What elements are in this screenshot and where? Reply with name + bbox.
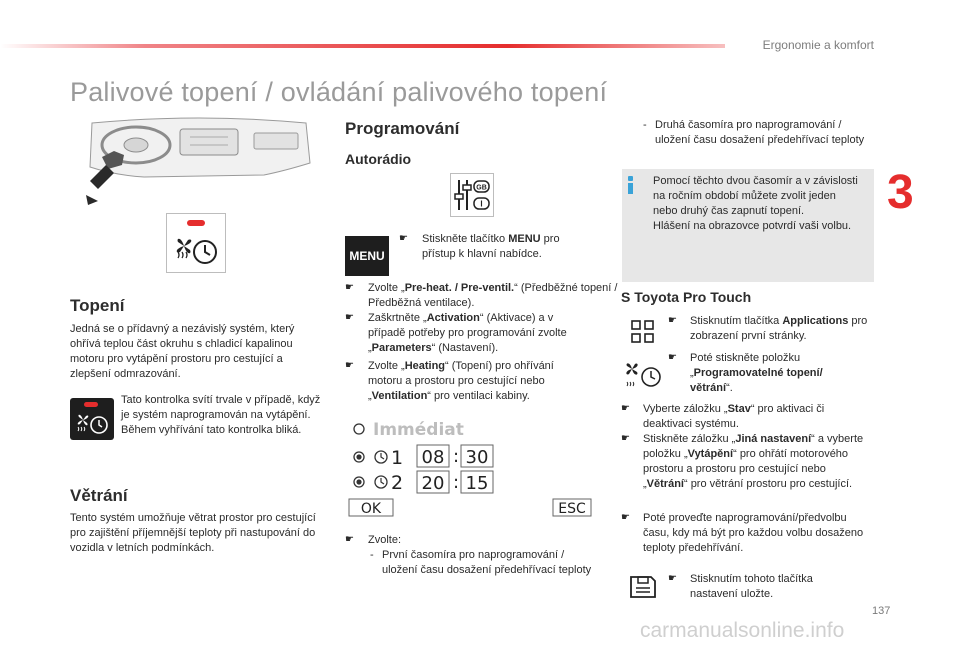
heating-description: Jedná se o přídavný a nezávislý systém, který ohřívá teplou část okruhu s chladicí kapalinou motoru pro vytápění prostoru pro cestující a zlepšení odmrazování. xyxy=(70,323,295,380)
step-bullet-icon: ☛ xyxy=(621,433,630,444)
svg-text:I: I xyxy=(480,199,483,209)
svg-text::: : xyxy=(453,446,460,467)
info-icon xyxy=(628,176,634,193)
save-icon xyxy=(628,572,658,602)
page-title: Palivové topení / ovládání palivového topení xyxy=(70,77,608,107)
step-bullet-icon: ☛ xyxy=(345,534,354,545)
page-number: 137 xyxy=(872,605,891,617)
watermark: carmanualsonline.info xyxy=(640,619,845,642)
esc-button[interactable]: ESC xyxy=(558,501,586,517)
section-label: Ergonomie a komfort xyxy=(762,38,874,52)
touch-heading: S Toyota Pro Touch xyxy=(621,289,752,305)
timer2-description: Druhá časomíra pro naprogramování / uložení času dosažení předehřívací teploty xyxy=(655,119,865,146)
header-accent-bar xyxy=(0,44,725,48)
svg-text:GB: GB xyxy=(476,184,487,192)
heater-fan-clock-icon xyxy=(622,358,664,390)
step-bullet-icon: ☛ xyxy=(345,360,354,371)
step-other-settings: Stiskněte záložku „Jiná nastavení“ a vyberte položku „Vytápění“ pro ohřátí motorového prostoru a prostoru pro cestující nebo „Větrání“ pro větrání prostoru pro cestující. xyxy=(643,433,864,490)
step-bullet-icon: ☛ xyxy=(668,573,677,584)
step-status-tab: Vyberte záložku „Stav“ pro aktivaci či deaktivaci systému. xyxy=(643,403,825,430)
timer2-minute[interactable]: 15 xyxy=(465,473,489,494)
info-text: Pomocí těchto dvou časomír a v závislosti na ročním období můžete zvolit jeden nebo druhý čas zapnutí topení. Hlášení na obrazovce potvrdí vaši volbu. xyxy=(653,175,858,232)
radio-subheading: Autorádio xyxy=(345,151,412,167)
settings-icon-box xyxy=(450,173,494,217)
heater-indicator-icon-box xyxy=(166,213,226,273)
indicator-text-blinking: Během vyhřívání tato kontrolka bliká. xyxy=(121,424,302,436)
step-heating: Zvolte „Heating“ (Topení) pro ohřívání motoru a prostoru pro cestující nebo „Ventilation“ pro ventilaci kabiny. xyxy=(368,360,554,402)
settings-sliders-icon xyxy=(451,174,493,216)
step-bullet-icon: ☛ xyxy=(621,403,630,414)
menu-button[interactable]: MENU xyxy=(345,236,389,276)
timer2-index: 2 xyxy=(391,472,404,494)
indicator-description xyxy=(121,393,323,438)
step-programmable-heating: Poté stiskněte položku „Programovatelné topení/ větrání“. xyxy=(690,352,823,394)
info-box xyxy=(622,169,874,282)
svg-text::: : xyxy=(453,472,460,493)
immediate-label[interactable]: Immédiat xyxy=(373,420,464,440)
ventilation-description: Tento systém umožňuje větrat prostor pro cestující pro zajištění příjemnější teploty při nastupování do vozidla v letních podmínkách. xyxy=(70,512,316,554)
step-preheat: Zvolte „Pre-heat. / Pre-ventil.“ (Předběžné topení / Předběžná ventilace). xyxy=(368,282,618,309)
step-bullet-icon: ☛ xyxy=(345,282,354,293)
dash: - xyxy=(370,549,374,561)
radio-screen xyxy=(345,415,593,521)
indicator-icon xyxy=(70,398,114,440)
heater-indicator-icon xyxy=(70,398,114,440)
step-bullet-icon: ☛ xyxy=(668,315,677,326)
timer1-hour[interactable]: 08 xyxy=(421,447,445,468)
chapter-number: 3 xyxy=(887,166,914,219)
ok-button[interactable]: OK xyxy=(360,501,382,517)
step-bullet-icon: ☛ xyxy=(621,512,630,523)
applications-grid-icon xyxy=(630,319,656,345)
timer1-description: První časomíra pro naprogramování / uložení času dosažení předehřívací teploty xyxy=(382,549,592,576)
step-activation: Zaškrtněte „Activation“ (Aktivace) a v případě potřeby pro programování zvolte „Parameters“ (Nastavení). xyxy=(368,312,567,354)
ventilation-heading: Větrání xyxy=(70,486,128,505)
dash: - xyxy=(643,119,647,131)
step-save: Stisknutím tohoto tlačítka nastavení uložte. xyxy=(690,573,813,600)
step-program-time: Poté proveďte naprogramování/předvolbu času, kdy má být pro každou volbu dosaženo teploty předehřívání. xyxy=(643,512,864,554)
step-bullet-icon: ☛ xyxy=(668,352,677,363)
heating-heading: Topení xyxy=(70,296,125,315)
step-bullet-icon: ☛ xyxy=(399,233,408,244)
timer1-minute[interactable]: 30 xyxy=(465,447,489,468)
timer1-index: 1 xyxy=(391,447,404,469)
heater-fan-clock-icon xyxy=(167,214,225,272)
step-bullet-icon: ☛ xyxy=(345,312,354,323)
select-label: Zvolte: xyxy=(368,534,402,546)
dashboard-illustration xyxy=(84,117,314,205)
timer2-hour[interactable]: 20 xyxy=(421,473,445,494)
step-applications: Stisknutím tlačítka Applications pro zobrazení první stránky. xyxy=(690,315,868,342)
indicator-text-steady: Tato kontrolka svítí trvale v případě, když je systém naprogramován na vytápění. xyxy=(121,394,321,421)
programming-heading: Programování xyxy=(345,119,460,138)
step-menu: Stiskněte tlačítko MENU pro přístup k hlavní nabídce. xyxy=(422,233,560,260)
